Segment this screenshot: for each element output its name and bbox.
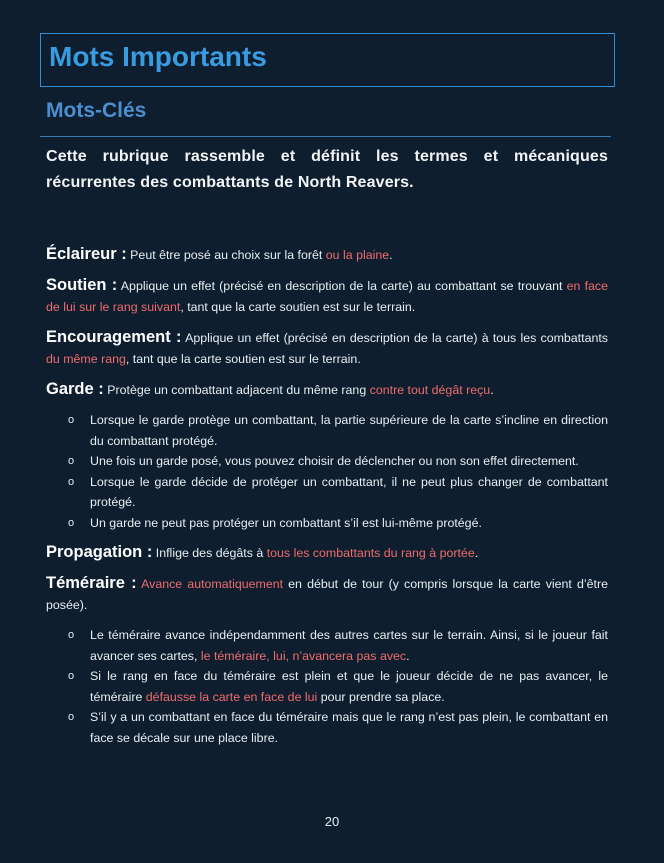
body-text: . — [406, 648, 410, 663]
keyword-entry — [46, 275, 608, 318]
rule-bullet — [46, 707, 608, 748]
keyword-term: Propagation : — [46, 543, 153, 561]
highlighted-text: contre tout dégât reçu — [369, 383, 491, 397]
highlighted-text: tous les combattants du rang à portée — [266, 546, 475, 560]
bullet-circle-icon: o — [68, 414, 75, 426]
rule-bullet-list — [46, 410, 608, 533]
highlighted-text: du même rang — [46, 352, 126, 366]
rule-bullet — [46, 472, 608, 513]
keyword-entry — [46, 542, 608, 564]
bullet-circle-icon: o — [68, 475, 75, 488]
rule-bullet-list — [46, 625, 608, 748]
bullet-circle-icon: o — [68, 670, 75, 682]
body-text: S’il y a un combattant en face du téméraire mais que le rang n’est pas plein, le combattant en face se décale sur une place libre. — [90, 710, 608, 745]
rule-bullet — [46, 410, 608, 451]
keyword-entry — [46, 244, 608, 266]
body-text: Le téméraire avance indépendamment des autres cartes sur le terrain. Ainsi, si le joueur fait avancer ses cartes, — [90, 628, 608, 663]
section-subtitle: Mots-Clés — [46, 99, 147, 122]
highlighted-text: ou la plaine — [325, 248, 390, 262]
body-text: Lorsque le garde décide de protéger un combattant, il ne peut plus changer de combattant protégé. — [90, 474, 608, 509]
highlighted-text: Avance automatiquement — [141, 577, 284, 591]
page-number: 20 — [324, 814, 340, 829]
rule-bullet — [46, 666, 608, 707]
body-text: Applique un effet (précisé en description de la carte) au combattant se trouvant — [117, 279, 567, 293]
highlighted-text: défausse la carte en face de lui — [145, 689, 318, 704]
bullet-circle-icon: o — [68, 629, 75, 641]
bullet-circle-icon: o — [68, 455, 75, 467]
intro-paragraph: Cette rubrique rassemble et définit les termes et mécaniques récurrentes des combattants de North Reavers. — [46, 148, 608, 191]
body-text: Si le rang en face du téméraire est plein et que le joueur décide de ne pas avancer, le téméraire — [90, 669, 608, 704]
highlighted-text: en face de lui sur le rang suivant — [46, 279, 609, 314]
body-text: Inflige des dégâts à — [152, 546, 267, 560]
bullet-circle-icon: o — [68, 516, 75, 529]
body-text: Peut être posé au choix sur la forêt — [126, 248, 326, 262]
rule-bullet — [46, 513, 608, 534]
keyword-list — [46, 244, 608, 757]
keyword-entry — [46, 327, 608, 370]
rule-bullet — [46, 451, 608, 472]
body-text: Protège un combattant adjacent du même rang — [103, 383, 370, 397]
body-text: . — [474, 546, 479, 560]
section-divider — [40, 136, 611, 137]
body-text: Applique un effet (précisé en description de la carte) à tous les combattants — [181, 331, 608, 345]
body-text: en début de tour (y compris lorsque la carte vient d’être posée). — [46, 577, 608, 612]
keyword-term: Soutien : — [46, 276, 118, 294]
body-text: Un garde ne peut pas protéger un combattant s’il est lui-même protégé. — [90, 515, 482, 530]
keyword-term: Téméraire : — [46, 574, 137, 592]
body-text: , tant que la carte soutien est sur le terrain. — [125, 352, 361, 366]
rule-bullet — [46, 625, 608, 666]
keyword-entry — [46, 379, 608, 401]
highlighted-text: le téméraire, lui, n’avancera pas avec — [200, 648, 407, 663]
body-text: . — [490, 383, 494, 397]
keyword-term: Éclaireur : — [46, 245, 127, 263]
page-title: Mots Importants — [49, 41, 267, 72]
body-text: pour prendre sa place. — [317, 689, 445, 704]
title-box — [40, 33, 615, 87]
body-text: Lorsque le garde protège un combattant, la partie supérieure de la carte s’incline en direction du combattant protégé. — [90, 413, 608, 448]
body-text: , tant que la carte soutien est sur le terrain. — [180, 300, 416, 314]
keyword-entry — [46, 573, 608, 616]
keyword-term: Encouragement : — [46, 328, 182, 346]
keyword-term: Garde : — [46, 380, 104, 398]
body-text: Une fois un garde posé, vous pouvez choisir de déclencher ou non son effet directement. — [90, 454, 579, 468]
body-text: . — [389, 248, 393, 262]
bullet-circle-icon: o — [68, 711, 75, 723]
